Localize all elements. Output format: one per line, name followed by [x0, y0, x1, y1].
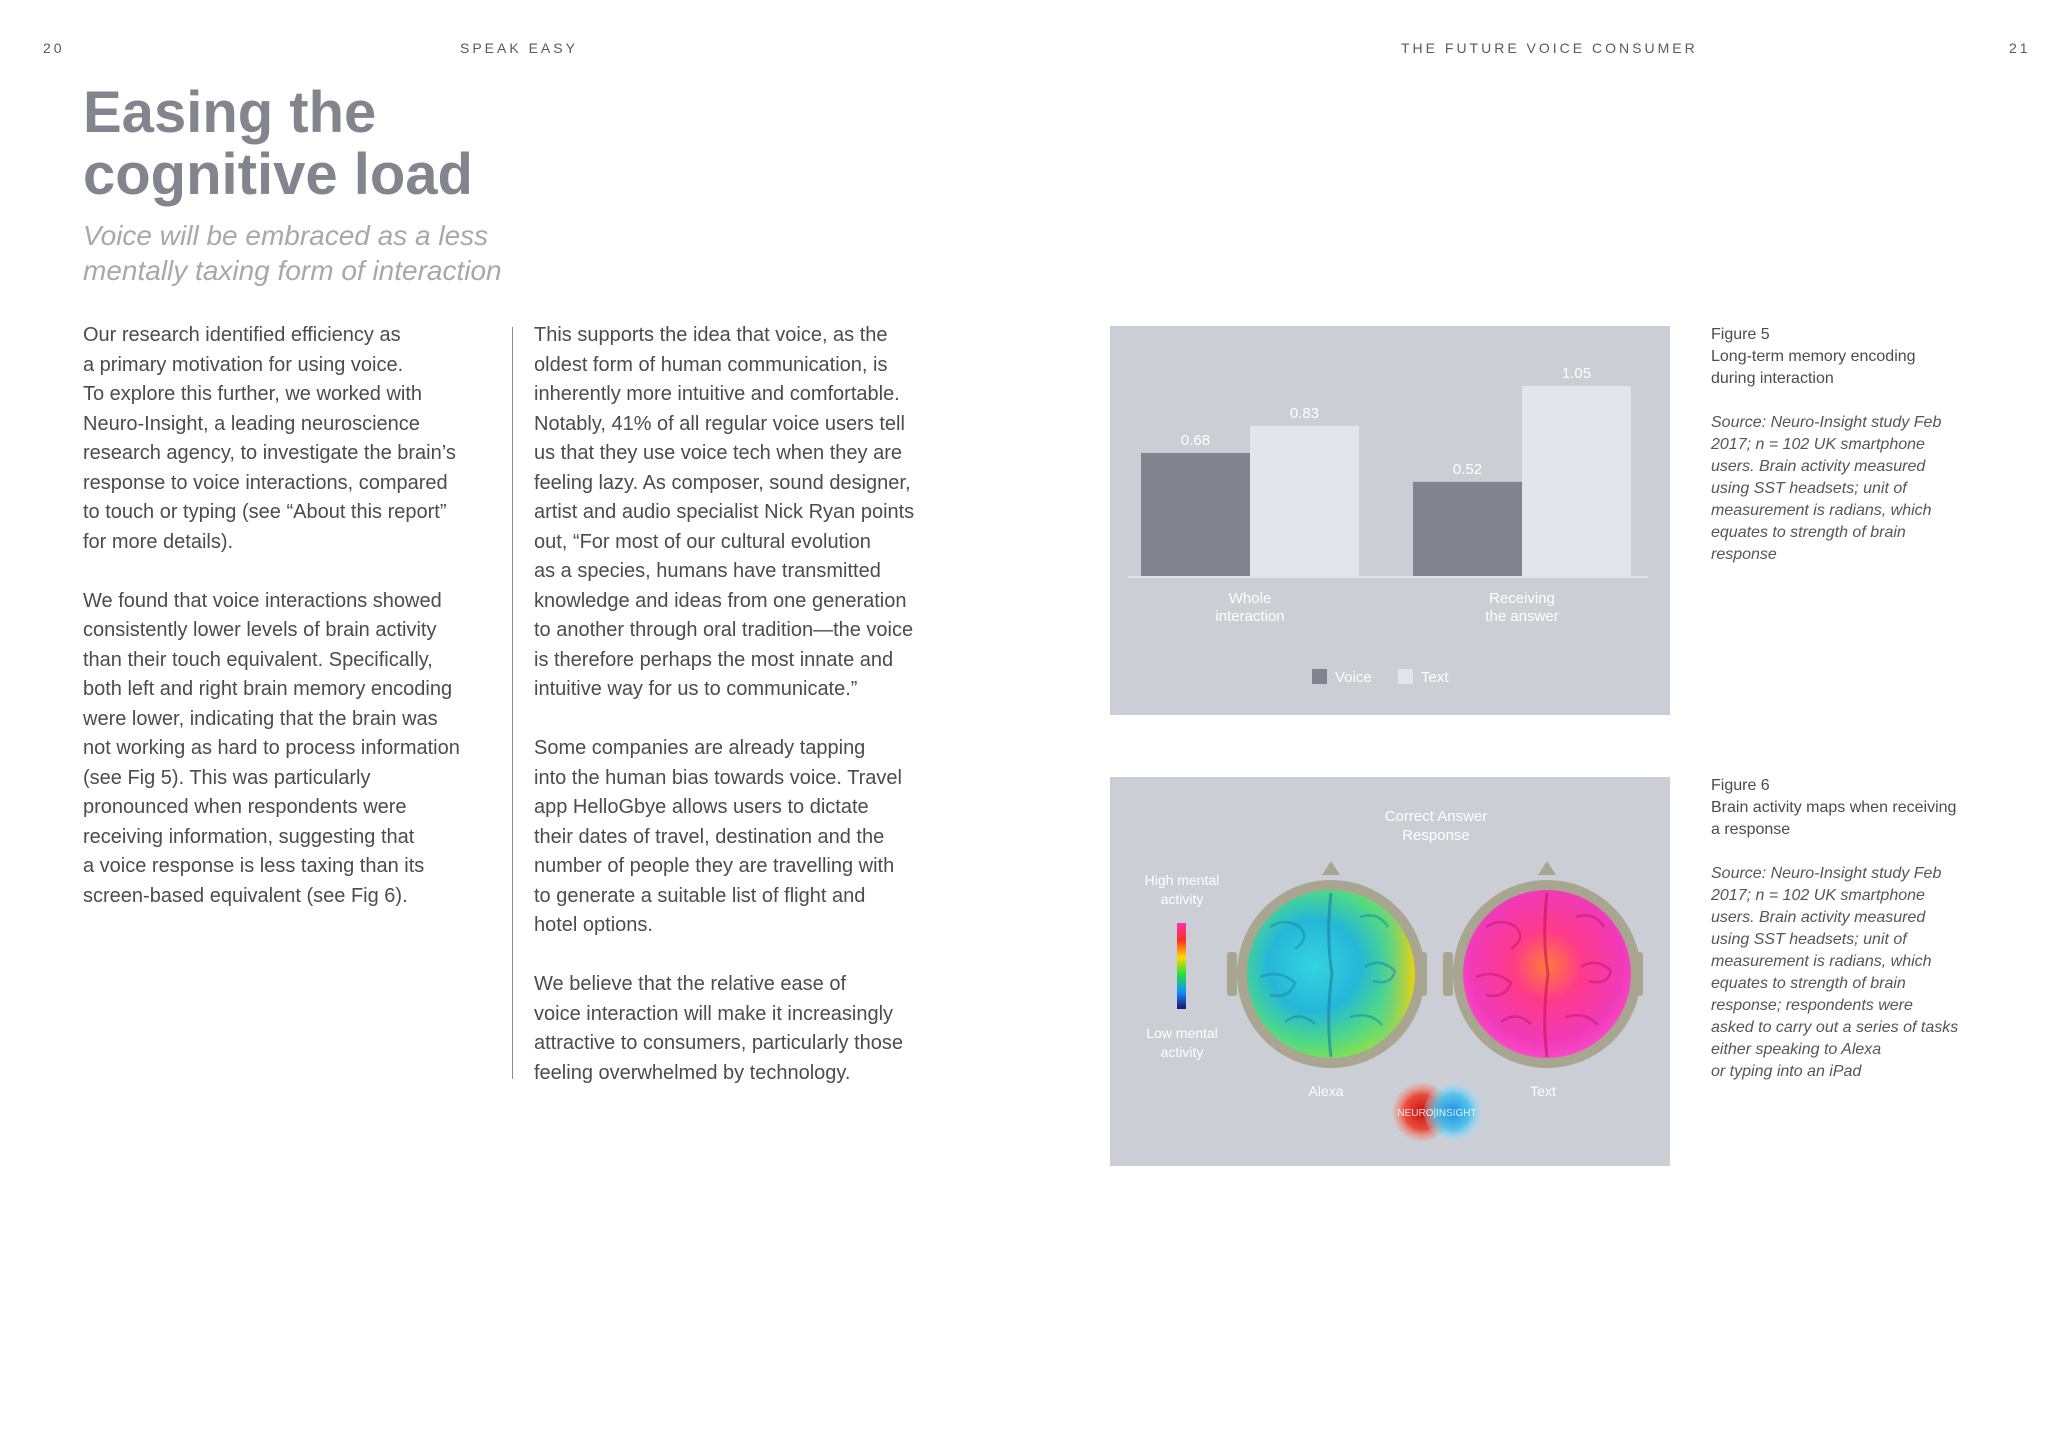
bar-value-label: 0.83	[1289, 404, 1320, 422]
text-line: equates to strength of brain	[1711, 524, 1906, 541]
text-line: receiving information, suggesting that	[83, 825, 415, 848]
paragraph	[534, 321, 974, 705]
text-line: screen-based equivalent (see Fig 6).	[83, 884, 408, 907]
text-line: inherently more intuitive and comfortable.	[534, 383, 900, 405]
text-line: 2017; n = 102 UK smartphone	[1711, 887, 1925, 904]
bar-voice	[1141, 453, 1250, 576]
activity-color-scale	[1177, 923, 1186, 1009]
figure-label: Figure 5	[1711, 326, 1770, 343]
text-brain-map	[1443, 861, 1643, 1068]
text-line: Notably, 41% of all regular voice users tell	[534, 412, 905, 435]
text-line: either speaking to Alexa	[1711, 1041, 1882, 1058]
legend-label: Voice	[1335, 669, 1372, 686]
legend-label: Text	[1421, 669, 1449, 686]
text-line: a voice response is less taxing than its	[83, 855, 425, 877]
text-line: intuitive way for us to communicate.”	[534, 678, 858, 700]
category-label: Receiving	[1489, 590, 1555, 607]
text-line: pronounced when respondents were	[83, 796, 407, 818]
text-line: 2017; n = 102 UK smartphone	[1711, 436, 1925, 453]
legend-swatch-text	[1398, 669, 1413, 684]
figure-source	[1711, 863, 2001, 1083]
text-line: Brain activity maps when receiving	[1711, 799, 1957, 816]
bar-value-label: 0.52	[1452, 460, 1483, 478]
neuro-insight-logo	[1393, 1083, 1482, 1141]
paragraph	[83, 587, 503, 912]
text-line: To explore this further, we worked with	[83, 383, 423, 405]
column-divider	[512, 327, 513, 1079]
category-label: interaction	[1215, 608, 1285, 625]
text-line: Some companies are already tapping	[534, 737, 866, 759]
text-line: Long-term memory encoding	[1711, 348, 1916, 365]
paragraph	[83, 321, 503, 557]
text-line: We found that voice interactions showed	[83, 589, 442, 612]
text-line: voice interaction will make it increasingly	[534, 1002, 894, 1025]
text-line: equates to strength of brain	[1711, 975, 1906, 992]
text-line: as a species, humans have transmitted	[534, 560, 881, 582]
text-line: their dates of travel, destination and the	[534, 825, 885, 848]
figure-6-heading: Correct Answer	[1384, 808, 1488, 825]
text-line: knowledge and ideas from one generation	[534, 589, 907, 612]
text-line: This supports the idea that voice, as the	[534, 324, 888, 346]
text-label: Text	[1530, 1083, 1556, 1099]
figure-source	[1711, 412, 2001, 566]
figure-6-heading: Response	[1402, 827, 1470, 844]
high-activity-label: activity	[1160, 891, 1204, 907]
figure-5-chart-panel	[1110, 326, 1670, 715]
alexa-brain-map	[1227, 861, 1427, 1068]
text-line: using SST headsets; unit of	[1711, 931, 1907, 948]
text-line: than their touch equivalent. Specifically,	[83, 648, 433, 671]
text-line: Source: Neuro-Insight study Feb	[1711, 414, 1942, 431]
page-title	[83, 82, 683, 206]
text-line: Source: Neuro-Insight study Feb	[1711, 865, 1942, 882]
text-line: for more details).	[83, 530, 234, 553]
paragraph	[534, 970, 974, 1088]
text-line: users. Brain activity measured	[1711, 909, 1926, 926]
low-activity-label: activity	[1160, 1044, 1204, 1060]
bar-text	[1250, 426, 1359, 576]
text-line: response to voice interactions, compared	[83, 471, 448, 494]
bar-value-label: 0.68	[1180, 431, 1211, 449]
right-running-title: THE FUTURE VOICE CONSUMER	[1401, 40, 1698, 56]
text-line: users. Brain activity measured	[1711, 458, 1926, 475]
subtitle-line: Voice will be embraced as a less	[83, 220, 489, 251]
text-line: Our research identified efficiency as	[83, 324, 401, 346]
text-line: feeling overwhelmed by technology.	[534, 1061, 851, 1084]
text-line: consistently lower levels of brain activity	[83, 619, 437, 641]
text-line: a response	[1711, 821, 1791, 838]
alexa-label: Alexa	[1308, 1083, 1344, 1099]
left-page-number: 20	[43, 40, 65, 56]
text-line: attractive to consumers, particularly those	[534, 1032, 904, 1054]
category-label: the answer	[1485, 608, 1559, 625]
body-column-2	[534, 321, 974, 1118]
text-line: response; respondents were	[1711, 997, 1913, 1014]
text-line: asked to carry out a series of tasks	[1711, 1019, 1959, 1036]
text-line: or typing into an iPad	[1711, 1063, 1862, 1080]
figure-description	[1711, 346, 2001, 390]
title-line: cognitive load	[83, 142, 473, 207]
text-line: measurement is radians, which	[1711, 953, 1932, 970]
text-line: to generate a suitable list of flight and	[534, 884, 866, 907]
figure-label: Figure 6	[1711, 777, 1770, 794]
text-line: (see Fig 5). This was particularly	[83, 766, 371, 789]
text-line: to touch or typing (see “About this report”	[83, 501, 447, 523]
page-subtitle	[83, 218, 643, 288]
figure-5-caption	[1711, 324, 2001, 566]
text-line: response	[1711, 546, 1777, 563]
category-label: Whole	[1228, 590, 1272, 607]
memory-encoding-bar-chart	[1110, 326, 1670, 715]
bar-value-label: 1.05	[1561, 365, 1592, 382]
text-line: us that they use voice tech when they are	[534, 442, 902, 464]
text-line: to another through oral tradition—the voice	[534, 619, 914, 641]
text-line: into the human bias towards voice. Travel	[534, 766, 902, 789]
subtitle-line: mentally taxing form of interaction	[83, 255, 502, 286]
text-line: were lower, indicating that the brain was	[83, 707, 438, 730]
text-line: using SST headsets; unit of	[1711, 480, 1907, 497]
text-line: hotel options.	[534, 914, 653, 936]
text-line: not working as hard to process information	[83, 737, 460, 759]
legend-swatch-voice	[1312, 669, 1327, 684]
bar-voice	[1413, 482, 1522, 576]
logo-text: NEURO|INSIGHT	[1397, 1108, 1477, 1119]
text-line: number of people they are travelling with	[534, 855, 895, 877]
body-column-1	[83, 321, 503, 941]
left-running-title: SPEAK EASY	[460, 40, 578, 56]
brain-activity-maps	[1110, 777, 1670, 1166]
text-line: a primary motivation for using voice.	[83, 353, 404, 376]
text-line: Neuro-Insight, a leading neuroscience	[83, 412, 420, 435]
text-line: oldest form of human communication, is	[534, 353, 888, 376]
high-activity-label: High mental	[1144, 872, 1220, 888]
text-line: app HelloGbye allows users to dictate	[534, 796, 869, 818]
low-activity-label: Low mental	[1146, 1025, 1218, 1041]
text-line: measurement is radians, which	[1711, 502, 1932, 519]
text-line: artist and audio specialist Nick Ryan points	[534, 501, 915, 523]
title-line: Easing the	[83, 80, 377, 145]
text-line: research agency, to investigate the brain’s	[83, 442, 456, 464]
paragraph	[534, 734, 974, 941]
text-line: We believe that the relative ease of	[534, 973, 847, 995]
figure-6-caption	[1711, 775, 2001, 1083]
figure-6-brain-map-panel	[1110, 777, 1670, 1166]
bar-text	[1522, 386, 1631, 576]
text-line: both left and right brain memory encoding	[83, 678, 453, 700]
right-page-number: 21	[2009, 40, 2031, 56]
text-line: feeling lazy. As composer, sound designer,	[534, 471, 911, 494]
figure-description	[1711, 797, 2001, 841]
text-line: is therefore perhaps the most innate and	[534, 648, 894, 671]
text-line: during interaction	[1711, 370, 1834, 387]
text-line: out, “For most of our cultural evolution	[534, 530, 871, 553]
